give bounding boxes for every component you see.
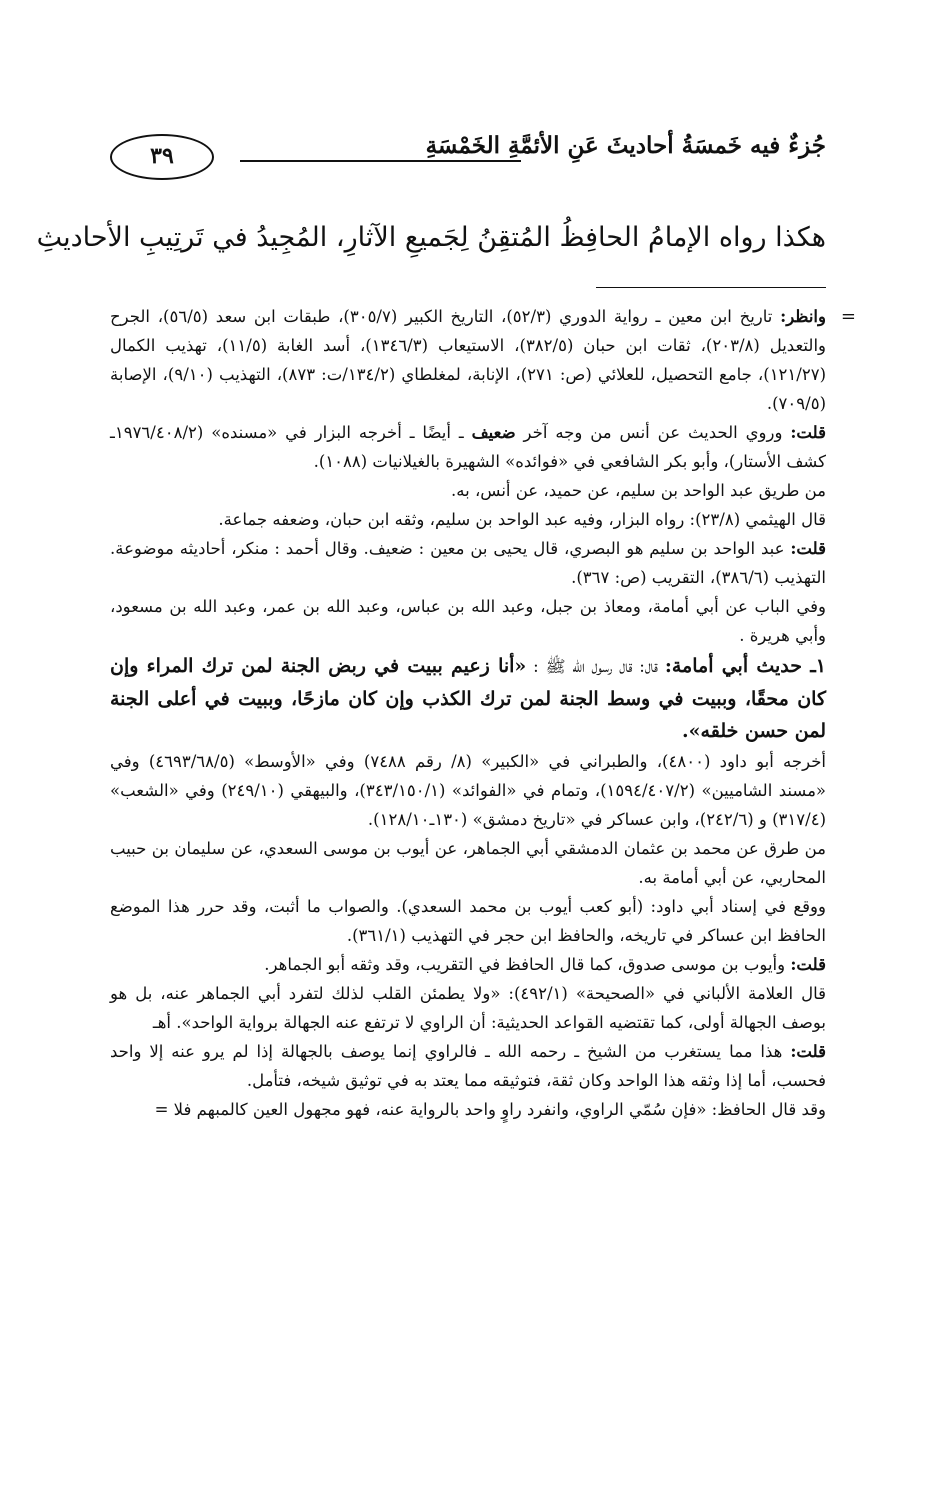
- note-text: ـ أيضًا ـ أخرجه البزار في «مسنده» (١٩٧٦/٤٠٨/٢ـ كشف الأستار)، وأبو بكر الشافعي في «فوائده» الشهيرة بالغيلانيات (١٠٨٨).: [110, 423, 826, 471]
- note-paragraph: ووقع في إسناد أبي داود: (أبو كعب أيوب بن محمد السعدي). والصواب ما أثبت، وقد حرر هذا الموضع الحافظ ابن عساكر في تاريخه، والحافظ ابن حجر في التهذيب (٣٦١/١).: [110, 897, 826, 945]
- note-text: وأيوب بن موسى صدوق، كما قال الحافظ في التقريب، وقد وثقه أبو الجماهر.: [264, 955, 791, 974]
- page-header: [110, 128, 826, 198]
- note-label: قلت:: [790, 423, 826, 442]
- footnote-separator: [596, 287, 826, 288]
- page-number: ٣٩: [110, 134, 214, 180]
- note-paragraph: من طريق عبد الواحد بن سليم، عن حميد، عن أنس، به.: [451, 481, 826, 500]
- footnotes: [110, 302, 856, 1124]
- note-paragraph: قال العلامة الألباني في «الصحيحة» (٤٩٢/١): «ولا يطمئن القلب لذلك لتفرد أبي الجماهر عنه، بل هو بوصف الجهالة أولى، كما تقتضيه القواعد الحديثية: أن الراوي لا ترتفع عنه الجهالة برواية الواحد». أهـ: [110, 984, 826, 1032]
- note-paragraph: وفي الباب عن أبي أمامة، ومعاذ بن جبل، وعبد الله بن عباس، وعبد الله بن عمر، وعبد الله بن مسعود، وأبي هريرة .: [110, 597, 826, 645]
- note-paragraph: [110, 950, 826, 979]
- note-text: تاريخ ابن معين ـ رواية الدوري (٥٢/٣)، التاريخ الكبير (٣٠٥/٧)، طبقات ابن سعد (٥٦/٥)، الجرح والتعديل (٢٠٣/٨)، ثقات ابن حبان (٣٨٢/٥)، الاستيعاب (١٣٤٦/٣)، أسد الغابة (١١/٥)، تهذيب الكمال (١٢١/٢٧)، جامع التحصيل، للعلائي (ص: ٢٧١)، الإنابة، لمغلطاي (١٣٤/٢/ت: ٨٧٣)، التهذيب (٩/١٠)، الإصابة (٧٠٩/٥).: [110, 307, 826, 413]
- note-label: قلت:: [790, 955, 826, 974]
- note-paragraph: [110, 302, 826, 418]
- note-paragraph: [110, 534, 826, 592]
- note-paragraph: وقد قال الحافظ: «فإن سُمّي الراوي، وانفرد راوٍ واحد بالرواية عنه، فهو مجهول العين كالمبهم فلا =: [154, 1100, 826, 1119]
- note-text: عبد الواحد بن سليم هو البصري، قال يحيى بن معين : ضعيف. وقال أحمد : منكر، أحاديثه موضوعة. التهذيب (٣٨٦/٦)، التقريب (ص: ٣٦٧).: [110, 539, 826, 587]
- running-title: جُزءٌ فيه خَمسَةُ أحاديثَ عَنِ الأئمَّةِ الخَمْسَةِ: [425, 132, 826, 159]
- note-paragraph: [110, 1037, 826, 1095]
- note-label: وانظر:: [780, 307, 826, 326]
- hadith-label: ١ـ حديث أبي أمامة:: [664, 655, 826, 677]
- note-label: قلت:: [790, 539, 826, 558]
- section-subtitle: هكذا رواه الإمامُ الحافِظُ المُتقِنُ لِجَميعِ الآثارِ، المُجِيدُ في تَرتِيبِ الأحاديثِ: [36, 222, 826, 253]
- note-paragraph: أخرجه أبو داود (٤٨٠٠)، والطبراني في «الكبير» (٨/ رقم ٧٤٨٨) وفي «الأوسط» (٤٦٩٣/٦٨/٥) وفي «مسند الشاميين» (١٥٩٤/٤٠٧/٢)، وتمام في «الفوائد» (٣٤٣/١٥٠/١)، والبيهقي (٢٤٩/١٠) وفي «الشعب» (٣١٧/٤) و (٢٤٢/٦)، وابن عساكر في «تاريخ دمشق» (١٣٠ـ١٢٨/١٠).: [110, 752, 827, 829]
- note-text: وروي الحديث عن أنس من وجه آخر: [515, 423, 791, 442]
- note-paragraph: من طرق عن محمد بن عثمان الدمشقي أبي الجماهر، عن أيوب بن موسى السعدي، عن سليمان بن حبيب المحاربي، عن أبي أمامة به.: [110, 839, 826, 887]
- hadith-text: «أنا زعيم ببيت في ربض الجنة لمن ترك المراء وإن كان محقًا، وببيت في وسط الجنة لمن ترك الكذب وإن كان مازحًا، وببيت في أعلى الجنة لمن حسن خلقه».: [110, 655, 826, 742]
- note-text: هذا مما يستغرب من الشيخ ـ رحمه الله ـ فالراوي إنما يوصف بالجهالة إذا لم يرو عنه إلا واحد فحسب، أما إذا وثقه هذا الواحد وكان ثقة، فتوثيقه مما يعتد به في توثيق شيخه، فتأمل.: [110, 1042, 826, 1090]
- note-bold-text: ضعيف: [471, 423, 516, 442]
- hadith-paragraph: [110, 650, 826, 747]
- continuation-mark: =: [840, 306, 856, 327]
- note-label: قلت:: [790, 1042, 826, 1061]
- note-paragraph: [110, 418, 826, 476]
- header-rule: [240, 160, 521, 162]
- note-paragraph: قال الهيثمي (٢٣/٨): رواه البزار، وفيه عبد الواحد بن سليم، وثقه ابن حبان، وضعفه جماعة.: [218, 510, 826, 529]
- note-text: قال: قال رسول الله ﷺ :: [526, 657, 665, 676]
